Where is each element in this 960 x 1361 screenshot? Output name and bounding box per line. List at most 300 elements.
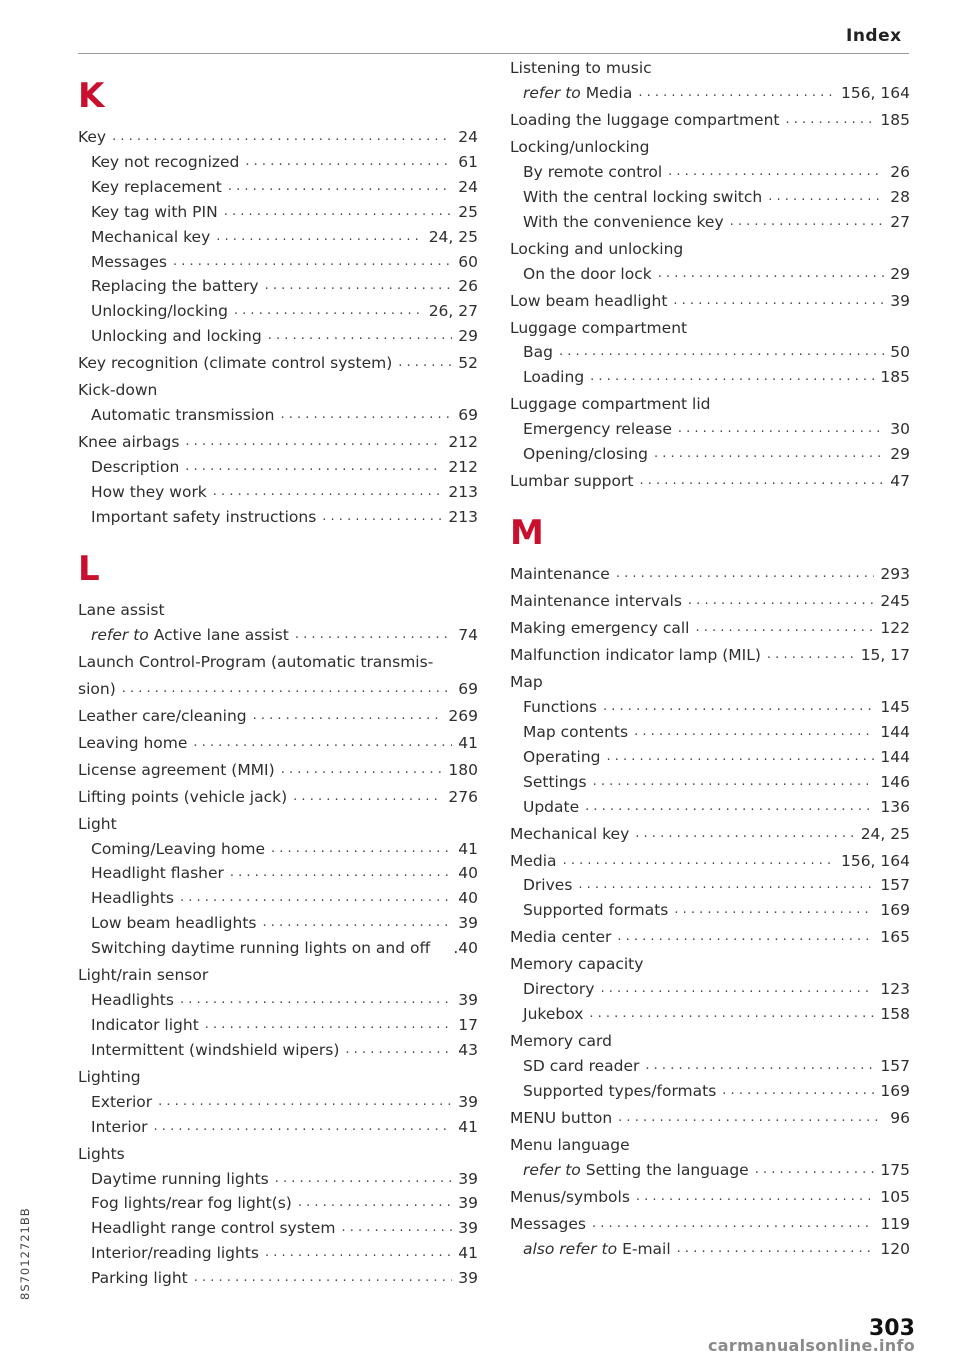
index-subentry <box>523 337 910 362</box>
document-code: 8S7012721BB <box>18 1207 32 1300</box>
dot-leader <box>185 435 442 448</box>
entry-text: E-mail <box>622 1239 671 1258</box>
index-subentry <box>91 172 478 197</box>
entry-label <box>91 302 228 321</box>
entry-text: Malfunction indicator lamp (MIL) <box>510 646 761 664</box>
dot-leader <box>293 790 442 803</box>
index-entry <box>78 755 478 780</box>
index-subentry <box>523 742 910 767</box>
entry-label <box>91 508 316 527</box>
index-entry <box>510 1130 910 1155</box>
dot-leader <box>639 474 884 487</box>
entry-label <box>91 228 210 247</box>
entry-label <box>510 111 779 130</box>
index-subentry <box>523 1234 910 1259</box>
dot-leader <box>673 294 884 307</box>
index-entry <box>510 132 910 157</box>
entry-text: Update <box>523 797 580 816</box>
entry-cross-reference: refer to <box>523 1160 581 1179</box>
entry-text: Jukebox <box>523 1005 584 1024</box>
entry-text: By remote control <box>523 162 663 181</box>
entry-page-number: 119 <box>880 1214 910 1233</box>
entry-label <box>523 773 587 792</box>
entry-page-number: 17 <box>458 1015 478 1034</box>
entry-page-number: 120 <box>880 1239 910 1258</box>
index-entry <box>78 782 478 807</box>
dot-leader <box>638 86 835 99</box>
dot-leader <box>578 878 874 891</box>
entry-text: Map <box>510 673 543 691</box>
index-subentry <box>91 147 478 172</box>
entry-text: Settings <box>523 772 587 791</box>
entry-label <box>523 1082 716 1101</box>
dot-leader <box>634 725 874 738</box>
entry-text: With the convenience key <box>523 212 724 231</box>
entry-page-number: 60 <box>458 252 478 271</box>
index-entry <box>78 122 478 147</box>
index-entry <box>78 595 478 620</box>
entry-page-number: .40 <box>453 939 478 958</box>
entry-text: Opening/closing <box>523 445 648 464</box>
entry-page-number: 180 <box>448 760 478 779</box>
entry-label <box>91 153 239 172</box>
entry-page-number: 69 <box>458 406 478 425</box>
entry-text: Locking and unlocking <box>510 239 684 258</box>
dot-leader <box>154 1120 453 1133</box>
index-entry <box>78 1062 478 1087</box>
entry-page-number: 136 <box>880 797 910 816</box>
entry-label <box>510 825 629 844</box>
entry-label <box>510 59 652 78</box>
index-entry <box>78 674 478 699</box>
page-number: 303 <box>869 1316 915 1341</box>
dot-leader <box>234 304 423 317</box>
entry-label <box>510 1109 612 1128</box>
entry-text: Replacing the battery <box>91 277 259 296</box>
index-entry <box>510 819 910 844</box>
dot-leader <box>785 113 874 126</box>
index-entry <box>510 922 910 947</box>
entry-label <box>91 483 207 502</box>
entry-text: Fog lights/rear fog light(s) <box>91 1194 292 1213</box>
entry-label <box>78 1145 125 1164</box>
index-subentry <box>523 792 910 817</box>
index-subentry <box>523 182 910 207</box>
entry-text: Description <box>91 458 180 476</box>
dot-leader <box>688 594 874 607</box>
entry-page-number: 15, 17 <box>860 646 910 664</box>
entry-page-number: 43 <box>458 1040 478 1059</box>
entry-label <box>91 914 256 933</box>
dot-leader <box>668 165 884 178</box>
entry-page-number: 69 <box>458 679 478 698</box>
dot-leader <box>281 763 443 776</box>
entry-label <box>91 1118 148 1137</box>
entry-text: Locking/unlocking <box>510 137 650 156</box>
entry-page-number: 156, 164 <box>840 851 910 870</box>
entry-page-number: 39 <box>458 1169 478 1188</box>
entry-text: Intermittent (windshield wipers) <box>91 1040 340 1059</box>
index-subentry <box>91 1010 478 1035</box>
entry-label <box>523 723 628 742</box>
index-entry <box>510 389 910 414</box>
entry-text: Mechanical key <box>510 824 630 843</box>
index-subentry <box>523 1076 910 1101</box>
entry-label <box>523 1240 671 1259</box>
entry-label <box>91 1170 269 1189</box>
index-subentry <box>91 858 478 883</box>
index-subentry <box>91 933 478 958</box>
index-entry <box>78 427 478 452</box>
index-entry <box>78 647 478 672</box>
index-entry <box>510 105 910 130</box>
index-entry <box>78 375 478 400</box>
entry-page-number: 212 <box>448 458 478 476</box>
entry-page-number: 185 <box>880 368 910 387</box>
entry-label <box>510 292 667 311</box>
entry-page-number: 39 <box>458 991 478 1009</box>
entry-page-number: 123 <box>880 980 910 999</box>
entry-label <box>523 343 553 362</box>
entry-page-number: 96 <box>890 1108 910 1127</box>
entry-text: Media <box>585 83 633 102</box>
dot-leader <box>193 736 452 749</box>
entry-text: Leaving home <box>78 733 188 752</box>
index-subentry <box>91 222 478 247</box>
index-subentry <box>91 834 478 859</box>
dot-leader <box>559 345 884 358</box>
entry-page-number: 39 <box>458 1092 478 1111</box>
entry-page-number: 41 <box>458 733 478 752</box>
watermark: carmanualsonline.info <box>708 1336 916 1355</box>
entry-page-number: 41 <box>458 1117 478 1136</box>
entry-label <box>91 406 274 425</box>
entry-label <box>510 646 761 665</box>
index-entry <box>510 234 910 259</box>
dot-leader <box>593 775 875 788</box>
index-subentry <box>523 259 910 284</box>
entry-text: MENU button <box>510 1108 613 1127</box>
entry-text: Parking light <box>91 1269 188 1288</box>
dot-leader <box>695 621 874 634</box>
entry-text: Low beam headlight <box>510 291 668 310</box>
dot-leader <box>180 891 452 904</box>
dot-leader <box>265 279 453 292</box>
entry-label <box>523 1005 583 1024</box>
entry-label <box>523 265 652 284</box>
entry-text: Lighting <box>78 1067 141 1086</box>
entry-page-number: 26 <box>458 277 478 296</box>
index-subentry <box>523 439 910 464</box>
dot-leader <box>173 255 452 268</box>
index-subentry <box>91 477 478 502</box>
dot-leader <box>678 422 884 435</box>
dot-leader <box>158 1095 452 1108</box>
entry-label <box>91 1219 336 1238</box>
entry-label <box>523 420 672 439</box>
section-letter: K <box>78 76 105 116</box>
entry-label <box>91 277 259 296</box>
entry-text: Coming/Leaving home <box>91 839 266 858</box>
entry-page-number: 29 <box>458 327 478 346</box>
entry-page-number: 157 <box>880 876 910 895</box>
entry-text: How they work <box>91 482 207 501</box>
entry-label <box>510 138 649 157</box>
dot-leader <box>768 190 884 203</box>
dot-leader <box>585 800 874 813</box>
entry-page-number: 24, 25 <box>860 824 910 843</box>
dot-leader <box>636 1190 875 1203</box>
index-subentry <box>523 157 910 182</box>
index-subentry <box>523 870 910 895</box>
entry-label <box>78 354 392 373</box>
entry-label <box>510 928 611 947</box>
index-subentry <box>523 207 910 232</box>
entry-page-number: 41 <box>458 1244 478 1263</box>
index-entry <box>78 348 478 373</box>
entry-label <box>91 939 430 958</box>
entry-text: Interior <box>91 1117 148 1136</box>
entry-text: Interior/reading lights <box>91 1244 259 1263</box>
entry-label <box>523 188 762 207</box>
entry-text: Messages <box>510 1214 587 1233</box>
entry-page-number: 47 <box>890 472 910 491</box>
entry-label <box>91 1016 199 1035</box>
entry-text: Active lane assist <box>153 625 289 644</box>
entry-label <box>523 445 648 464</box>
index-subentry <box>91 1087 478 1112</box>
dot-leader <box>616 567 875 580</box>
entry-text: Menus/symbols <box>510 1187 630 1206</box>
index-entry <box>78 809 478 834</box>
entry-page-number: 169 <box>880 901 910 920</box>
entry-label <box>523 163 662 182</box>
entry-label <box>78 761 275 780</box>
entry-page-number: 157 <box>880 1057 910 1075</box>
index-subentry <box>91 1238 478 1263</box>
entry-page-number: 74 <box>458 625 478 644</box>
entry-text: Lights <box>78 1144 125 1163</box>
dot-leader <box>180 993 452 1006</box>
entry-text: Low beam headlights <box>91 914 257 933</box>
entry-page-number: 61 <box>458 152 478 171</box>
dot-leader <box>590 370 874 383</box>
index-subentry <box>91 452 478 477</box>
entry-text: Leather care/cleaning <box>78 706 247 725</box>
entry-label <box>91 1041 339 1060</box>
index-subentry <box>91 271 478 296</box>
entry-label <box>91 1093 152 1112</box>
entry-page-number: 52 <box>458 354 478 373</box>
entry-text: Emergency release <box>523 420 672 439</box>
entry-text: Loading <box>523 368 585 387</box>
entry-text: Exterior <box>91 1092 153 1111</box>
index-subentry <box>523 895 910 920</box>
dot-leader <box>767 648 855 661</box>
entry-text: Headlight range control system <box>91 1219 336 1238</box>
entry-text: Light/rain sensor <box>78 966 209 985</box>
entry-label <box>78 815 117 834</box>
index-subentry <box>91 400 478 425</box>
index-subentry <box>523 692 910 717</box>
index-subentry <box>523 414 910 439</box>
entry-page-number: 29 <box>890 445 910 464</box>
entry-label <box>510 1188 630 1207</box>
entry-label <box>510 240 683 259</box>
entry-page-number: 156, 164 <box>840 83 910 102</box>
index-subentry <box>523 1051 910 1076</box>
entry-page-number: 213 <box>448 482 478 501</box>
entry-cross-reference: refer to <box>523 83 581 102</box>
entry-label <box>78 653 433 672</box>
entry-label <box>510 565 610 584</box>
dot-leader <box>563 854 835 867</box>
entry-label <box>91 1269 188 1288</box>
entry-label <box>91 991 174 1010</box>
entry-text: Menu language <box>510 1135 630 1154</box>
entry-text: Mechanical key <box>91 227 211 246</box>
dot-leader <box>645 1059 874 1072</box>
entry-page-number: 30 <box>890 420 910 439</box>
entry-label <box>78 707 247 726</box>
entry-page-number: 145 <box>880 697 910 716</box>
entry-text: Key replacement <box>91 177 222 196</box>
entry-page-number: 269 <box>448 706 478 725</box>
entry-label <box>510 955 643 974</box>
entry-page-number: 146 <box>880 772 910 791</box>
index-subentry <box>91 1112 478 1137</box>
entry-page-number: 185 <box>880 110 910 129</box>
entry-text: Switching daytime running lights on and off <box>91 939 431 958</box>
entry-text: Unlocking and locking <box>91 327 262 346</box>
entry-page-number: 29 <box>890 264 910 283</box>
dot-leader <box>230 866 452 879</box>
entry-text: With the central locking switch <box>523 187 763 206</box>
dot-leader <box>730 215 885 228</box>
entry-label <box>510 319 687 338</box>
entry-label <box>91 864 224 883</box>
entry-page-number: 26, 27 <box>428 302 478 321</box>
entry-text: sion) <box>78 679 116 698</box>
dot-leader <box>677 1242 875 1255</box>
entry-label <box>78 128 106 147</box>
index-subentry <box>91 197 478 222</box>
dot-leader <box>592 1217 874 1230</box>
dot-leader <box>600 982 874 995</box>
entry-text: On the door lock <box>523 264 652 283</box>
index-entry <box>510 949 910 974</box>
entry-text: Media center <box>510 928 612 947</box>
entry-label <box>510 592 682 611</box>
entry-label <box>78 734 187 753</box>
entry-page-number: 27 <box>890 212 910 231</box>
index-subentry <box>91 908 478 933</box>
entry-label <box>523 876 572 895</box>
index-subentry <box>91 296 478 321</box>
entry-text: Key not recognized <box>91 152 240 171</box>
entry-page-number: 41 <box>458 839 478 858</box>
dot-leader <box>617 930 874 943</box>
entry-text: Maintenance <box>510 565 610 583</box>
entry-page-number: 276 <box>448 787 478 806</box>
entry-label <box>91 626 289 645</box>
dot-leader <box>755 1163 875 1176</box>
entry-text: Media <box>510 851 557 870</box>
entry-page-number: 165 <box>880 928 910 947</box>
index-subentry <box>91 1263 478 1288</box>
dot-leader <box>398 356 452 369</box>
entry-text: Knee airbags <box>78 433 180 452</box>
entry-label <box>91 458 179 477</box>
entry-text: Operating <box>523 747 601 766</box>
entry-text: Supported formats <box>523 901 669 920</box>
index-subentry <box>91 1188 478 1213</box>
dot-leader <box>253 709 443 722</box>
index-subentry <box>523 974 910 999</box>
entry-page-number: 212 <box>448 433 478 452</box>
dot-leader <box>112 130 452 143</box>
entry-label <box>78 433 179 452</box>
entry-text: Headlights <box>91 889 174 908</box>
index-entry <box>510 846 910 871</box>
entry-text: Map contents <box>523 722 629 741</box>
index-subentry <box>91 247 478 272</box>
index-subentry <box>91 321 478 346</box>
index-entry <box>510 53 910 78</box>
entry-text: Luggage compartment lid <box>510 395 711 414</box>
entry-page-number: 122 <box>880 619 910 637</box>
dot-leader <box>603 700 874 713</box>
entry-label <box>510 1136 630 1155</box>
entry-label <box>523 698 597 717</box>
entry-page-number: 39 <box>458 1269 478 1288</box>
entry-text: Light <box>78 814 117 833</box>
index-entry <box>510 667 910 692</box>
entry-page-number: 169 <box>880 1081 910 1100</box>
entry-text: Lane assist <box>78 600 165 619</box>
dot-leader <box>268 329 453 342</box>
dot-leader <box>205 1018 452 1031</box>
entry-cross-reference: also refer to <box>523 1239 618 1258</box>
entry-text: Supported types/formats <box>523 1081 717 1100</box>
index-subentry <box>523 78 910 103</box>
index-subentry <box>91 502 478 527</box>
dot-leader <box>122 682 453 695</box>
entry-page-number: 24 <box>458 177 478 196</box>
entry-label <box>523 1057 639 1076</box>
dot-leader <box>245 155 452 168</box>
entry-page-number: 158 <box>880 1005 910 1024</box>
entry-label <box>91 327 262 346</box>
entry-label <box>510 395 710 414</box>
entry-label <box>91 1194 292 1213</box>
page-header-title: Index <box>846 26 902 46</box>
entry-text: Automatic transmission <box>91 406 275 425</box>
dot-leader <box>607 750 875 763</box>
index-entry <box>510 286 910 311</box>
dot-leader <box>658 267 885 280</box>
index-subentry <box>523 362 910 387</box>
section-letter: M <box>510 513 544 553</box>
index-entry <box>78 1139 478 1164</box>
entry-label <box>510 619 689 638</box>
dot-leader <box>654 447 884 460</box>
entry-label <box>523 368 584 387</box>
dot-leader <box>213 485 443 498</box>
entry-label <box>91 178 222 197</box>
dot-leader <box>589 1007 874 1020</box>
entry-cross-reference: refer to <box>91 625 149 644</box>
